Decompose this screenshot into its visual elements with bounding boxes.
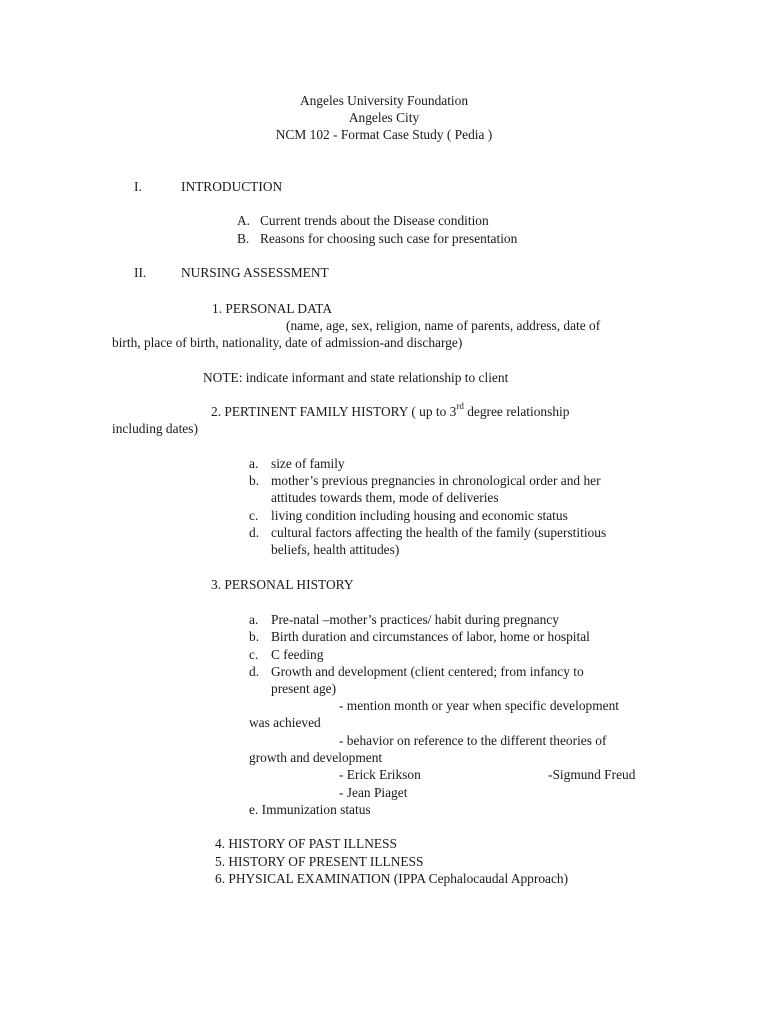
growth-mention-text: - mention month or year when specific development — [339, 698, 620, 713]
family-item-marker: c. — [249, 508, 259, 523]
family-item-text: cultural factors affecting the health of the family (superstitious — [271, 525, 607, 540]
family-item-text: mother’s previous pregnancies in chronological order and her — [271, 473, 601, 488]
theory-piaget: - Jean Piaget — [339, 785, 408, 800]
history-item-text: Birth duration and circumstances of labor, home or hospital — [271, 629, 590, 644]
family-item-marker: a. — [249, 456, 259, 471]
past-illness-title: 4. HISTORY OF PAST ILLNESS — [215, 836, 397, 851]
growth-development-text: Growth and development (client centered; from infancy to — [271, 664, 584, 679]
city-title: Angeles City — [348, 110, 420, 125]
history-item-marker: b. — [249, 629, 260, 644]
section-title-intro: INTRODUCTION — [181, 179, 283, 194]
intro-item-text: Reasons for choosing such case for presentation — [260, 231, 518, 246]
personal-history-title: 3. PERSONAL HISTORY — [211, 577, 354, 592]
growth-mention-text: was achieved — [249, 715, 321, 730]
family-history-title — [211, 400, 570, 420]
history-item-marker: a. — [249, 612, 259, 627]
immunization-status: e. Immunization status — [249, 802, 371, 817]
section-title-assessment: NURSING ASSESSMENT — [181, 265, 329, 280]
growth-development-text: present age) — [271, 681, 337, 696]
intro-item-marker: A. — [237, 213, 251, 228]
intro-item-marker: B. — [237, 231, 250, 246]
family-item-text: living condition including housing and economic status — [271, 508, 568, 523]
physical-exam-title: 6. PHYSICAL EXAMINATION (IPPA Cephalocaudal Approach) — [215, 871, 569, 886]
growth-behavior-text: - behavior on reference to the different theories of — [339, 733, 607, 748]
intro-item-text: Current trends about the Disease condition — [260, 213, 489, 228]
family-history-title-sup: rd — [456, 400, 464, 411]
present-illness-title: 5. HISTORY OF PRESENT ILLNESS — [215, 854, 424, 869]
personal-data-title: 1. PERSONAL DATA — [212, 301, 333, 316]
personal-data-line: birth, place of birth, nationality, date of admission-and discharge) — [112, 335, 463, 350]
growth-behavior-text: growth and development — [249, 750, 383, 765]
course-title: NCM 102 - Format Case Study ( Pedia ) — [275, 127, 493, 142]
section-numeral-intro: I. — [134, 179, 142, 194]
family-item-text: size of family — [271, 456, 345, 471]
family-item-text: attitudes towards them, mode of deliveries — [271, 490, 499, 505]
family-item-text: beliefs, health attitudes) — [271, 542, 400, 557]
theory-freud: -Sigmund Freud — [548, 767, 636, 782]
personal-data-line: (name, age, sex, religion, name of parents, address, date of — [286, 318, 601, 333]
section-numeral-assessment: II. — [134, 265, 147, 280]
history-item-text: C feeding — [271, 647, 324, 662]
history-item-marker: d. — [249, 664, 260, 679]
family-item-marker: d. — [249, 525, 260, 540]
theory-erikson: - Erick Erikson — [339, 767, 421, 782]
history-item-text: Pre-natal –mother’s practices/ habit during pregnancy — [271, 612, 559, 627]
family-history-title-cont: including dates) — [112, 421, 198, 436]
family-item-marker: b. — [249, 473, 260, 488]
history-item-marker: c. — [249, 647, 259, 662]
personal-data-note: NOTE: indicate informant and state relationship to client — [203, 370, 509, 385]
family-history-title-pre: 2. PERTINENT FAMILY HISTORY ( up to 3 — [211, 404, 457, 419]
family-history-title-post: degree relationship — [463, 404, 570, 419]
institution-title: Angeles University Foundation — [299, 93, 469, 108]
